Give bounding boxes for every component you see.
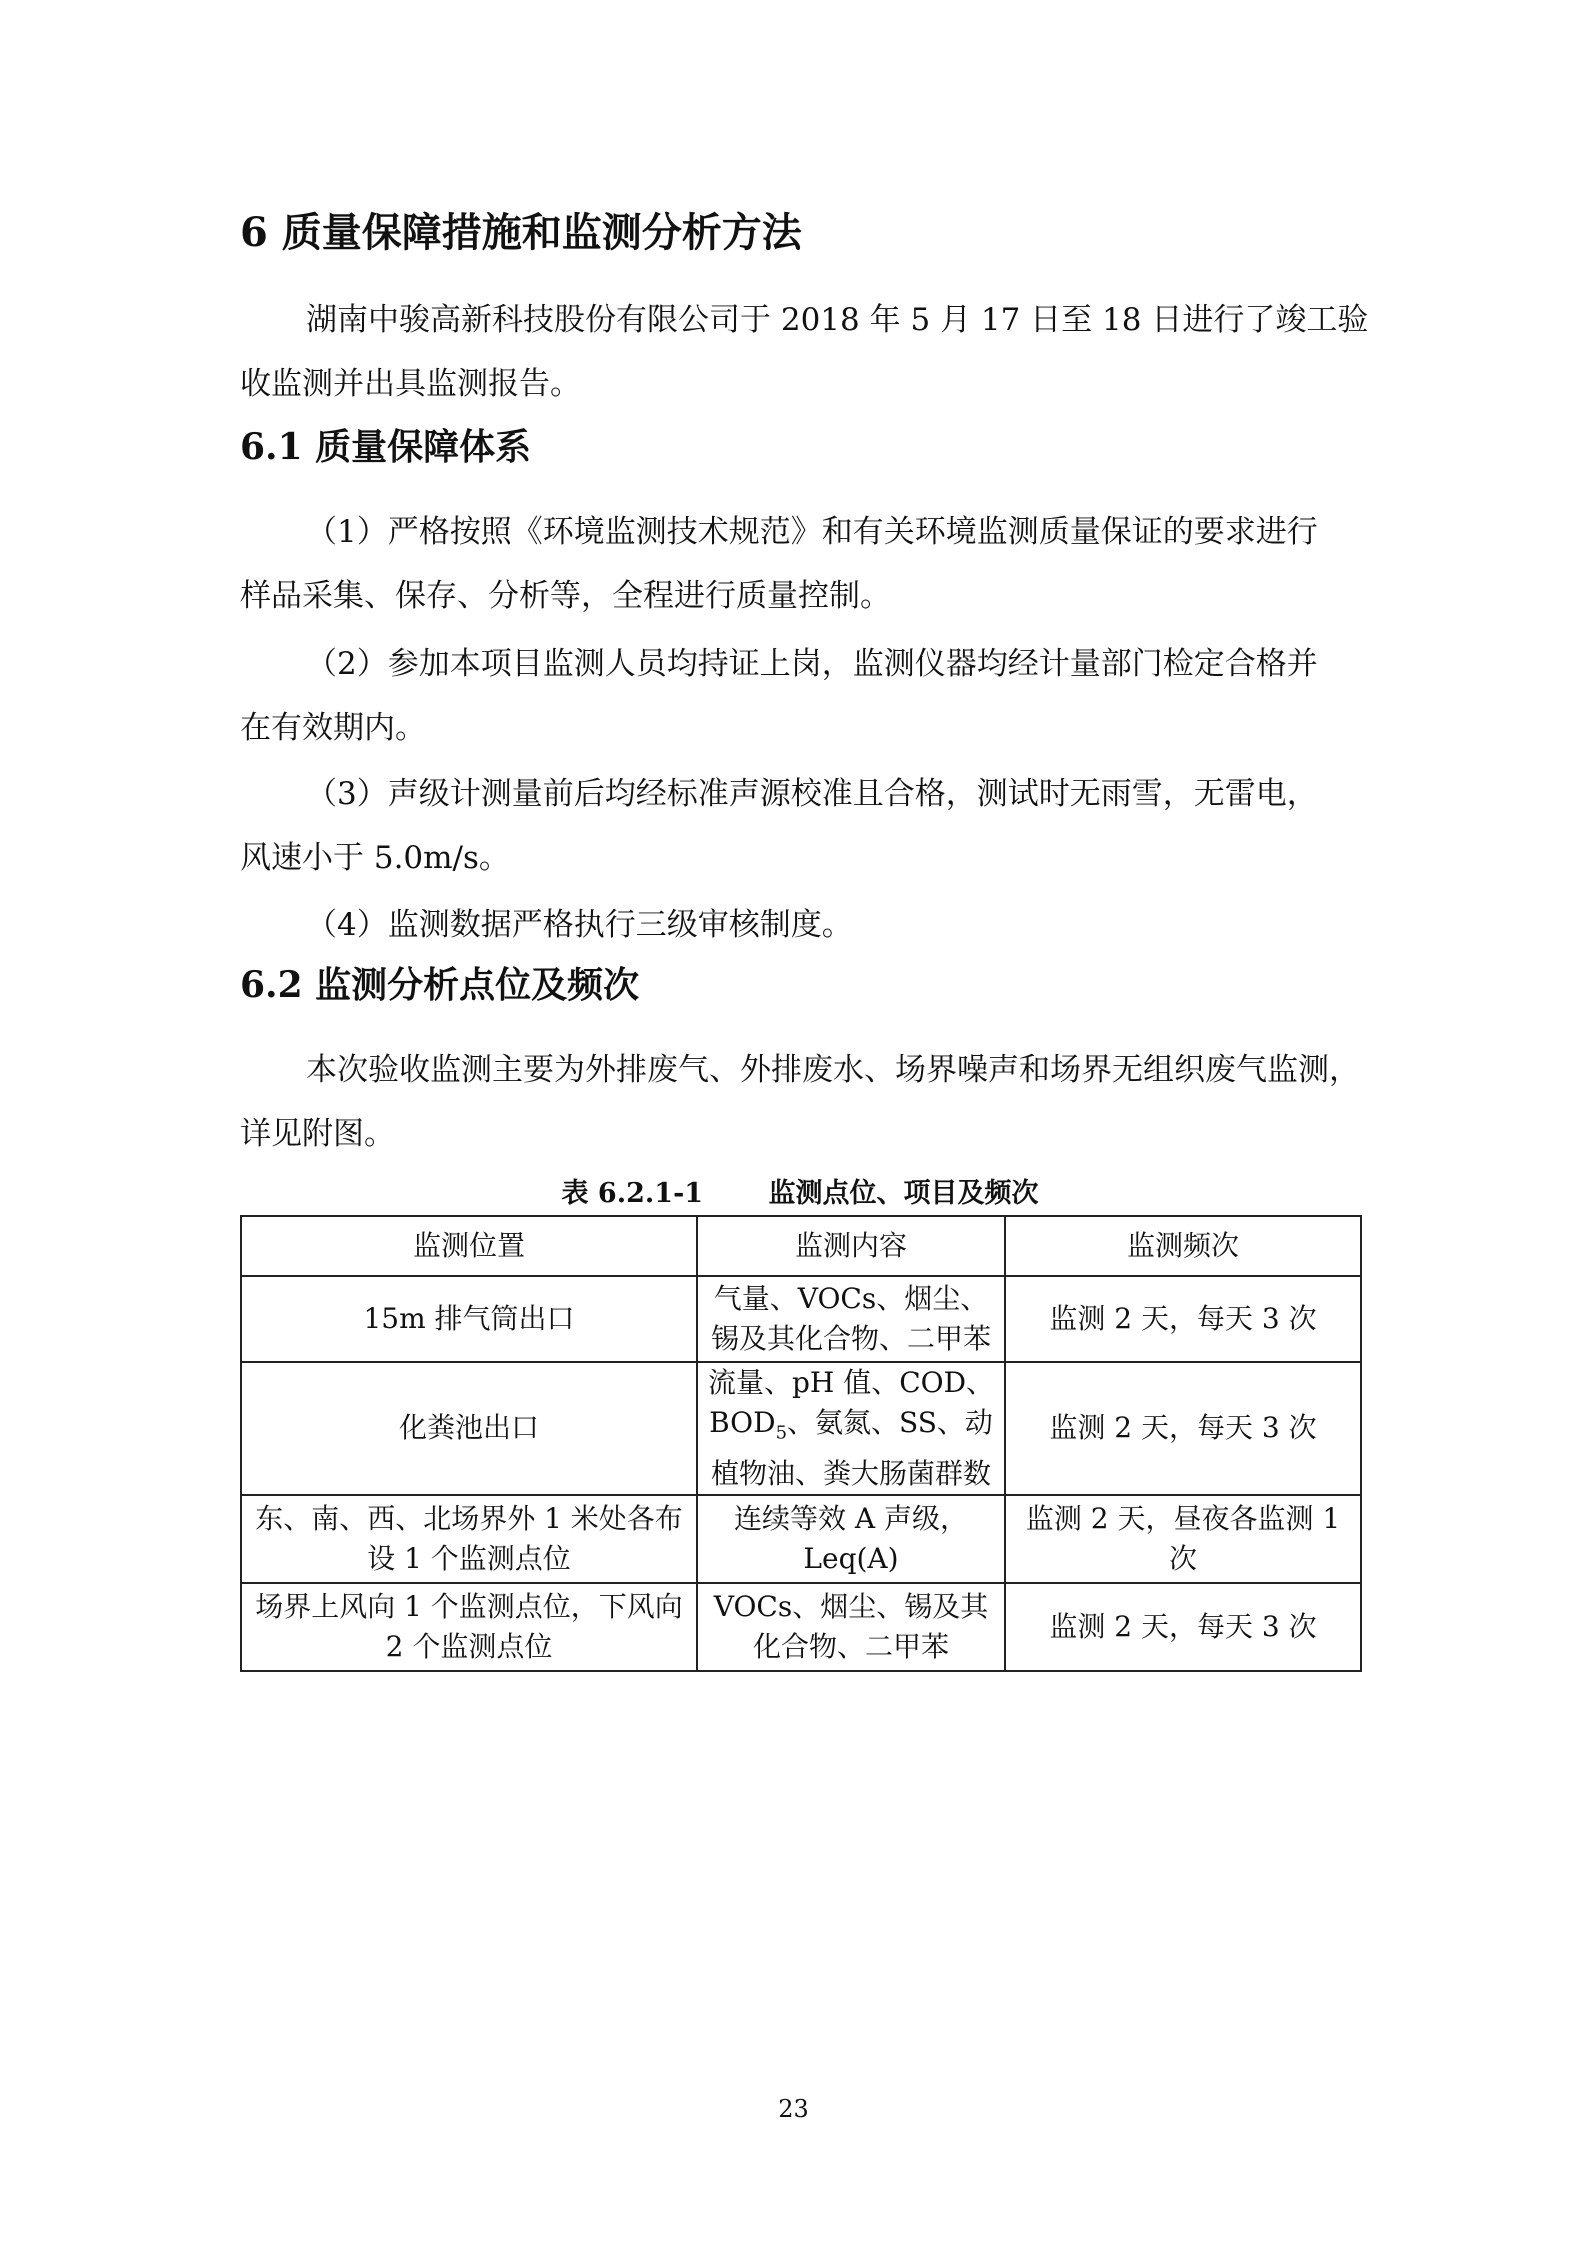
table-row	[241, 1362, 1361, 1495]
cell-location: 15m 排气筒出口	[241, 1276, 697, 1362]
item-1-paragraph: （1）严格按照《环境监测技术规范》和有关环境监测质量保证的要求进行 样品采集、保存、分析等，全程进行质量控制。	[240, 514, 1318, 614]
header-frequency: 监测频次	[1005, 1216, 1361, 1276]
cell-frequency: 监测 2 天，昼夜各监测 1 次	[1005, 1495, 1361, 1583]
section-6-2-paragraph: 本次验收监测主要为外排废气、外排废水、场界噪声和场界无组织废气监测， 详见附图。	[240, 1052, 1360, 1152]
cell-location: 场界上风向 1 个监测点位，下风向 2 个监测点位	[241, 1583, 697, 1671]
table-caption-title: 监测点位、项目及频次	[768, 1178, 1039, 1209]
table-caption	[240, 1174, 1360, 1214]
table-row	[241, 1583, 1361, 1671]
intro-paragraph: 湖南中骏高新科技股份有限公司于 2018 年 5 月 17 日至 18 日进行了竣工验 收监测并出具监测报告。	[240, 302, 1369, 402]
monitoring-table	[240, 1215, 1362, 1672]
table-header-row	[241, 1216, 1361, 1276]
item-2-paragraph: （2）参加本项目监测人员均持证上岗，监测仪器均经计量部门检定合格并 在有效期内。	[240, 646, 1318, 746]
item-3-paragraph: （3）声级计测量前后均经标准声源校准且合格，测试时无雨雪，无雷电， 风速小于 5.0m/s。	[240, 776, 1318, 876]
table-row	[241, 1495, 1361, 1583]
cell-content: 连续等效 A 声级， Leq(A)	[697, 1495, 1005, 1583]
section-6-1-title: 6.1 质量保障体系	[240, 426, 532, 468]
section-title: 6 质量保障措施和监测分析方法	[240, 209, 802, 256]
page-number: 23	[778, 2095, 809, 2123]
cell-frequency: 监测 2 天，每天 3 次	[1005, 1583, 1361, 1671]
table-row	[241, 1276, 1361, 1362]
cell-frequency: 监测 2 天，每天 3 次	[1005, 1362, 1361, 1495]
cell-frequency: 监测 2 天，每天 3 次	[1005, 1276, 1361, 1362]
cell-content: VOCs、烟尘、锡及其 化合物、二甲苯	[697, 1583, 1005, 1671]
cell-content: 气量、VOCs、烟尘、 锡及其化合物、二甲苯	[697, 1276, 1005, 1362]
cell-location: 东、南、西、北场界外 1 米处各布 设 1 个监测点位	[241, 1495, 697, 1583]
table-caption-number: 表 6.2.1-1	[561, 1178, 704, 1209]
cell-location: 化粪池出口	[241, 1362, 697, 1495]
item-4-paragraph: （4）监测数据严格执行三级审核制度。	[306, 907, 853, 943]
section-6-2-title: 6.2 监测分析点位及频次	[240, 964, 640, 1006]
header-location: 监测位置	[241, 1216, 697, 1276]
header-content: 监测内容	[697, 1216, 1005, 1276]
cell-content: 流量、pH 值、COD、 $BOD_5$、氨氮、SS、动 植物油、粪大肠菌群数	[697, 1362, 1005, 1495]
